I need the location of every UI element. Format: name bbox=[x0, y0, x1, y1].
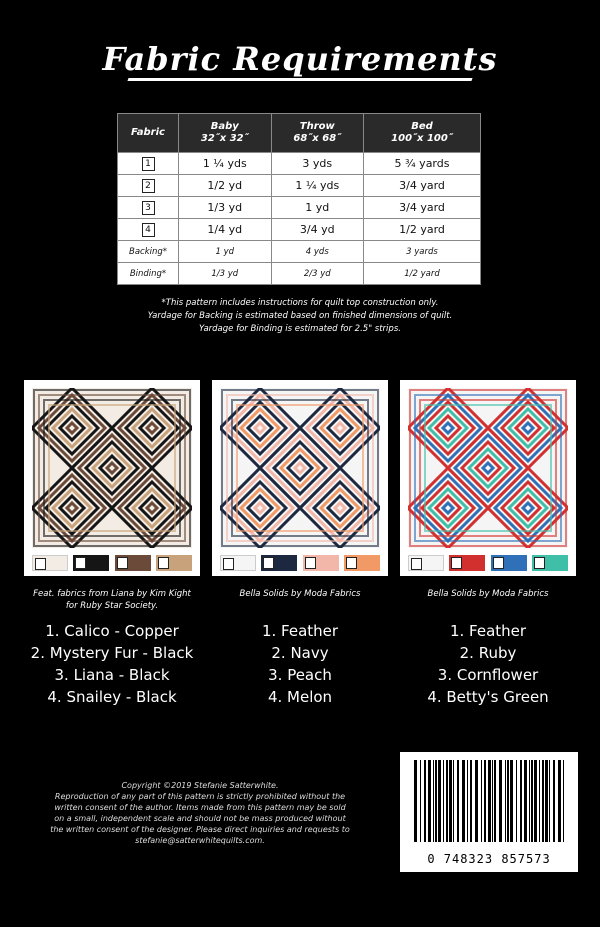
barcode-bar bbox=[449, 760, 452, 842]
fabric-number-box: 1 bbox=[142, 157, 155, 171]
table-row bbox=[118, 197, 481, 219]
fabric-swatch bbox=[261, 555, 297, 571]
barcode-bar bbox=[545, 760, 548, 842]
barcode-bar bbox=[446, 760, 448, 842]
list-item: 1. Calico - Copper bbox=[45, 622, 179, 640]
fabric-number-box: 3 bbox=[142, 201, 155, 215]
header-bed-name: Bed bbox=[411, 121, 433, 132]
throw-cell: 1 ¼ yds bbox=[271, 175, 364, 197]
copyright-notice bbox=[20, 780, 380, 846]
list-item: 2. Mystery Fur - Black bbox=[30, 644, 194, 662]
swatch-row bbox=[220, 555, 380, 571]
fabric-swatch bbox=[73, 555, 109, 571]
bed-cell: 3/4 yard bbox=[364, 175, 481, 197]
swatch-number: 1 bbox=[35, 558, 46, 570]
header-throw-size: 68˝x 68˝ bbox=[293, 133, 342, 144]
barcode-bar bbox=[457, 760, 459, 842]
barcode-bar bbox=[531, 760, 533, 842]
fabric-cell: Backing* bbox=[118, 241, 179, 263]
barcode-bar bbox=[549, 760, 550, 842]
fabric-list-3 bbox=[388, 620, 588, 708]
barcode-bar bbox=[433, 760, 434, 842]
barcode-bar bbox=[443, 760, 444, 842]
table-row bbox=[118, 175, 481, 197]
fabric-credit-2 bbox=[200, 588, 400, 600]
baby-cell: 1/2 yd bbox=[179, 175, 272, 197]
list-item: 3. Peach bbox=[268, 666, 332, 684]
fabric-swatch bbox=[115, 555, 151, 571]
baby-cell: 1/3 yd bbox=[179, 197, 272, 219]
barcode-bar bbox=[414, 760, 417, 842]
barcode-bar bbox=[520, 760, 522, 842]
footnote-line: Yardage for Binding is estimated for 2.5" strips. bbox=[199, 324, 401, 334]
list-item: 1. Feather bbox=[449, 622, 527, 640]
copyright-line: the written consent of the designer. Please direct inquiries and requests to bbox=[50, 825, 350, 834]
barcode bbox=[400, 752, 578, 872]
header-baby bbox=[179, 114, 272, 153]
list-item: 1. Feather bbox=[261, 622, 339, 640]
fabric-requirements-table bbox=[117, 113, 481, 285]
list-item: 2. Ruby bbox=[459, 644, 517, 662]
barcode-bar bbox=[516, 760, 517, 842]
header-throw bbox=[271, 114, 364, 153]
list-item: 4. Betty's Green bbox=[427, 688, 549, 706]
bed-cell: 3 yards bbox=[364, 241, 481, 263]
fabric-swatch bbox=[220, 555, 256, 571]
barcode-bar bbox=[420, 760, 421, 842]
throw-cell: 1 yd bbox=[271, 197, 364, 219]
swatch-number: 1 bbox=[223, 558, 234, 570]
throw-cell: 2/3 yd bbox=[271, 263, 364, 285]
barcode-bar bbox=[510, 760, 513, 842]
throw-cell: 3 yds bbox=[271, 153, 364, 175]
page-title: Fabric Requirements bbox=[102, 40, 498, 78]
table-header-row bbox=[118, 114, 481, 153]
list-item: 4. Snailey - Black bbox=[47, 688, 177, 706]
copyright-line: stefanie@satterwhitequilts.com. bbox=[135, 836, 265, 845]
barcode-bar bbox=[492, 760, 493, 842]
barcode-bar bbox=[475, 760, 478, 842]
barcode-bar bbox=[424, 760, 426, 842]
header-fabric: Fabric bbox=[118, 114, 179, 153]
barcode-bar bbox=[534, 760, 537, 842]
bed-cell: 1/2 yard bbox=[364, 219, 481, 241]
fabric-credit-3 bbox=[388, 588, 588, 600]
header-bed bbox=[364, 114, 481, 153]
table-row bbox=[118, 263, 481, 285]
barcode-bar bbox=[529, 760, 530, 842]
fabric-list-1 bbox=[12, 620, 212, 708]
list-item: 2. Navy bbox=[271, 644, 329, 662]
fabric-cell: Binding* bbox=[118, 263, 179, 285]
fabric-swatch bbox=[532, 555, 568, 571]
header-baby-name: Baby bbox=[210, 121, 239, 132]
quilt-image-3 bbox=[408, 388, 568, 548]
barcode-bar bbox=[428, 760, 431, 842]
fabric-number-box: 2 bbox=[142, 179, 155, 193]
barcode-bar bbox=[542, 760, 544, 842]
quilt-card-2 bbox=[212, 380, 388, 576]
swatch-number: 1 bbox=[411, 558, 422, 570]
bed-cell: 1/2 yard bbox=[364, 263, 481, 285]
swatch-number: 2 bbox=[263, 557, 274, 569]
swatch-number: 4 bbox=[346, 557, 357, 569]
barcode-bar bbox=[435, 760, 437, 842]
copyright-line: Reproduction of any part of this pattern is strictly prohibited without the bbox=[54, 792, 346, 801]
table-row bbox=[118, 241, 481, 263]
table-row bbox=[118, 219, 481, 241]
fabric-swatch bbox=[449, 555, 485, 571]
barcode-bar bbox=[494, 760, 496, 842]
throw-cell: 4 yds bbox=[271, 241, 364, 263]
bed-cell: 5 ¾ yards bbox=[364, 153, 481, 175]
barcode-bar bbox=[453, 760, 454, 842]
credit-line: Bella Solids by Moda Fabrics bbox=[239, 589, 361, 599]
baby-cell: 1 yd bbox=[179, 241, 272, 263]
copyright-line: on a small, independent scale and should not be mass produced without bbox=[54, 814, 346, 823]
quilt-card-3 bbox=[400, 380, 576, 576]
fabric-credit-1 bbox=[12, 588, 212, 612]
barcode-bar bbox=[467, 760, 468, 842]
barcode-bar bbox=[505, 760, 506, 842]
swatch-number: 4 bbox=[534, 557, 545, 569]
header-throw-name: Throw bbox=[299, 121, 335, 132]
barcode-bar bbox=[484, 760, 486, 842]
footnote-line: Yardage for Backing is estimated based on finished dimensions of quilt. bbox=[147, 311, 453, 321]
swatch-row bbox=[32, 555, 192, 571]
barcode-bar bbox=[553, 760, 555, 842]
yardage-footnote bbox=[0, 297, 600, 336]
swatch-number: 2 bbox=[75, 557, 86, 569]
list-item: 4. Melon bbox=[267, 688, 333, 706]
swatch-row bbox=[408, 555, 568, 571]
baby-cell: 1/3 yd bbox=[179, 263, 272, 285]
quilt-image-1 bbox=[32, 388, 192, 548]
fabric-swatch bbox=[303, 555, 339, 571]
table-row bbox=[118, 153, 481, 175]
barcode-bar bbox=[470, 760, 472, 842]
credit-line: Feat. fabrics from Liana by Kim Kight bbox=[33, 589, 191, 599]
list-item: 3. Cornflower bbox=[437, 666, 539, 684]
barcode-bar bbox=[524, 760, 527, 842]
quilt-card-1 bbox=[24, 380, 200, 576]
fabric-list-2 bbox=[200, 620, 400, 708]
barcode-bar bbox=[507, 760, 509, 842]
barcode-bar bbox=[539, 760, 540, 842]
barcode-bar bbox=[481, 760, 482, 842]
swatch-number: 4 bbox=[158, 557, 169, 569]
throw-cell: 3/4 yd bbox=[271, 219, 364, 241]
quilt-image-2 bbox=[220, 388, 380, 548]
swatch-number: 3 bbox=[305, 557, 316, 569]
swatch-number: 3 bbox=[117, 557, 128, 569]
swatch-number: 2 bbox=[451, 557, 462, 569]
baby-cell: 1/4 yd bbox=[179, 219, 272, 241]
fabric-swatch bbox=[491, 555, 527, 571]
barcode-bars bbox=[400, 760, 578, 860]
header-baby-size: 32˝x 32˝ bbox=[200, 133, 249, 144]
copyright-line: Copyright ©2019 Stefanie Satterwhite. bbox=[121, 781, 279, 790]
credit-line: for Ruby Star Society. bbox=[65, 601, 159, 611]
fabric-swatch bbox=[156, 555, 192, 571]
barcode-bar bbox=[563, 760, 564, 842]
barcode-number: 0 748323 857573 bbox=[427, 852, 551, 866]
barcode-bar bbox=[488, 760, 491, 842]
fabric-cell bbox=[118, 197, 179, 219]
bed-cell: 3/4 yard bbox=[364, 197, 481, 219]
swatch-number: 3 bbox=[493, 557, 504, 569]
fabric-cell bbox=[118, 153, 179, 175]
barcode-bar bbox=[462, 760, 465, 842]
fabric-cell bbox=[118, 175, 179, 197]
footnote-line: *This pattern includes instructions for quilt top construction only. bbox=[161, 298, 439, 308]
list-item: 3. Liana - Black bbox=[54, 666, 170, 684]
fabric-cell bbox=[118, 219, 179, 241]
credit-line: Bella Solids by Moda Fabrics bbox=[427, 589, 549, 599]
barcode-bar bbox=[558, 760, 561, 842]
baby-cell: 1 ¼ yds bbox=[179, 153, 272, 175]
header-bed-size: 100˝x 100˝ bbox=[391, 133, 453, 144]
copyright-line: written consent of the author. Items made from this pattern may be sold bbox=[54, 803, 346, 812]
fabric-number-box: 4 bbox=[142, 223, 155, 237]
fabric-swatch bbox=[408, 555, 444, 571]
fabric-swatch bbox=[344, 555, 380, 571]
fabric-swatch bbox=[32, 555, 68, 571]
barcode-bar bbox=[438, 760, 441, 842]
title-underline bbox=[127, 78, 472, 81]
barcode-bar bbox=[499, 760, 502, 842]
